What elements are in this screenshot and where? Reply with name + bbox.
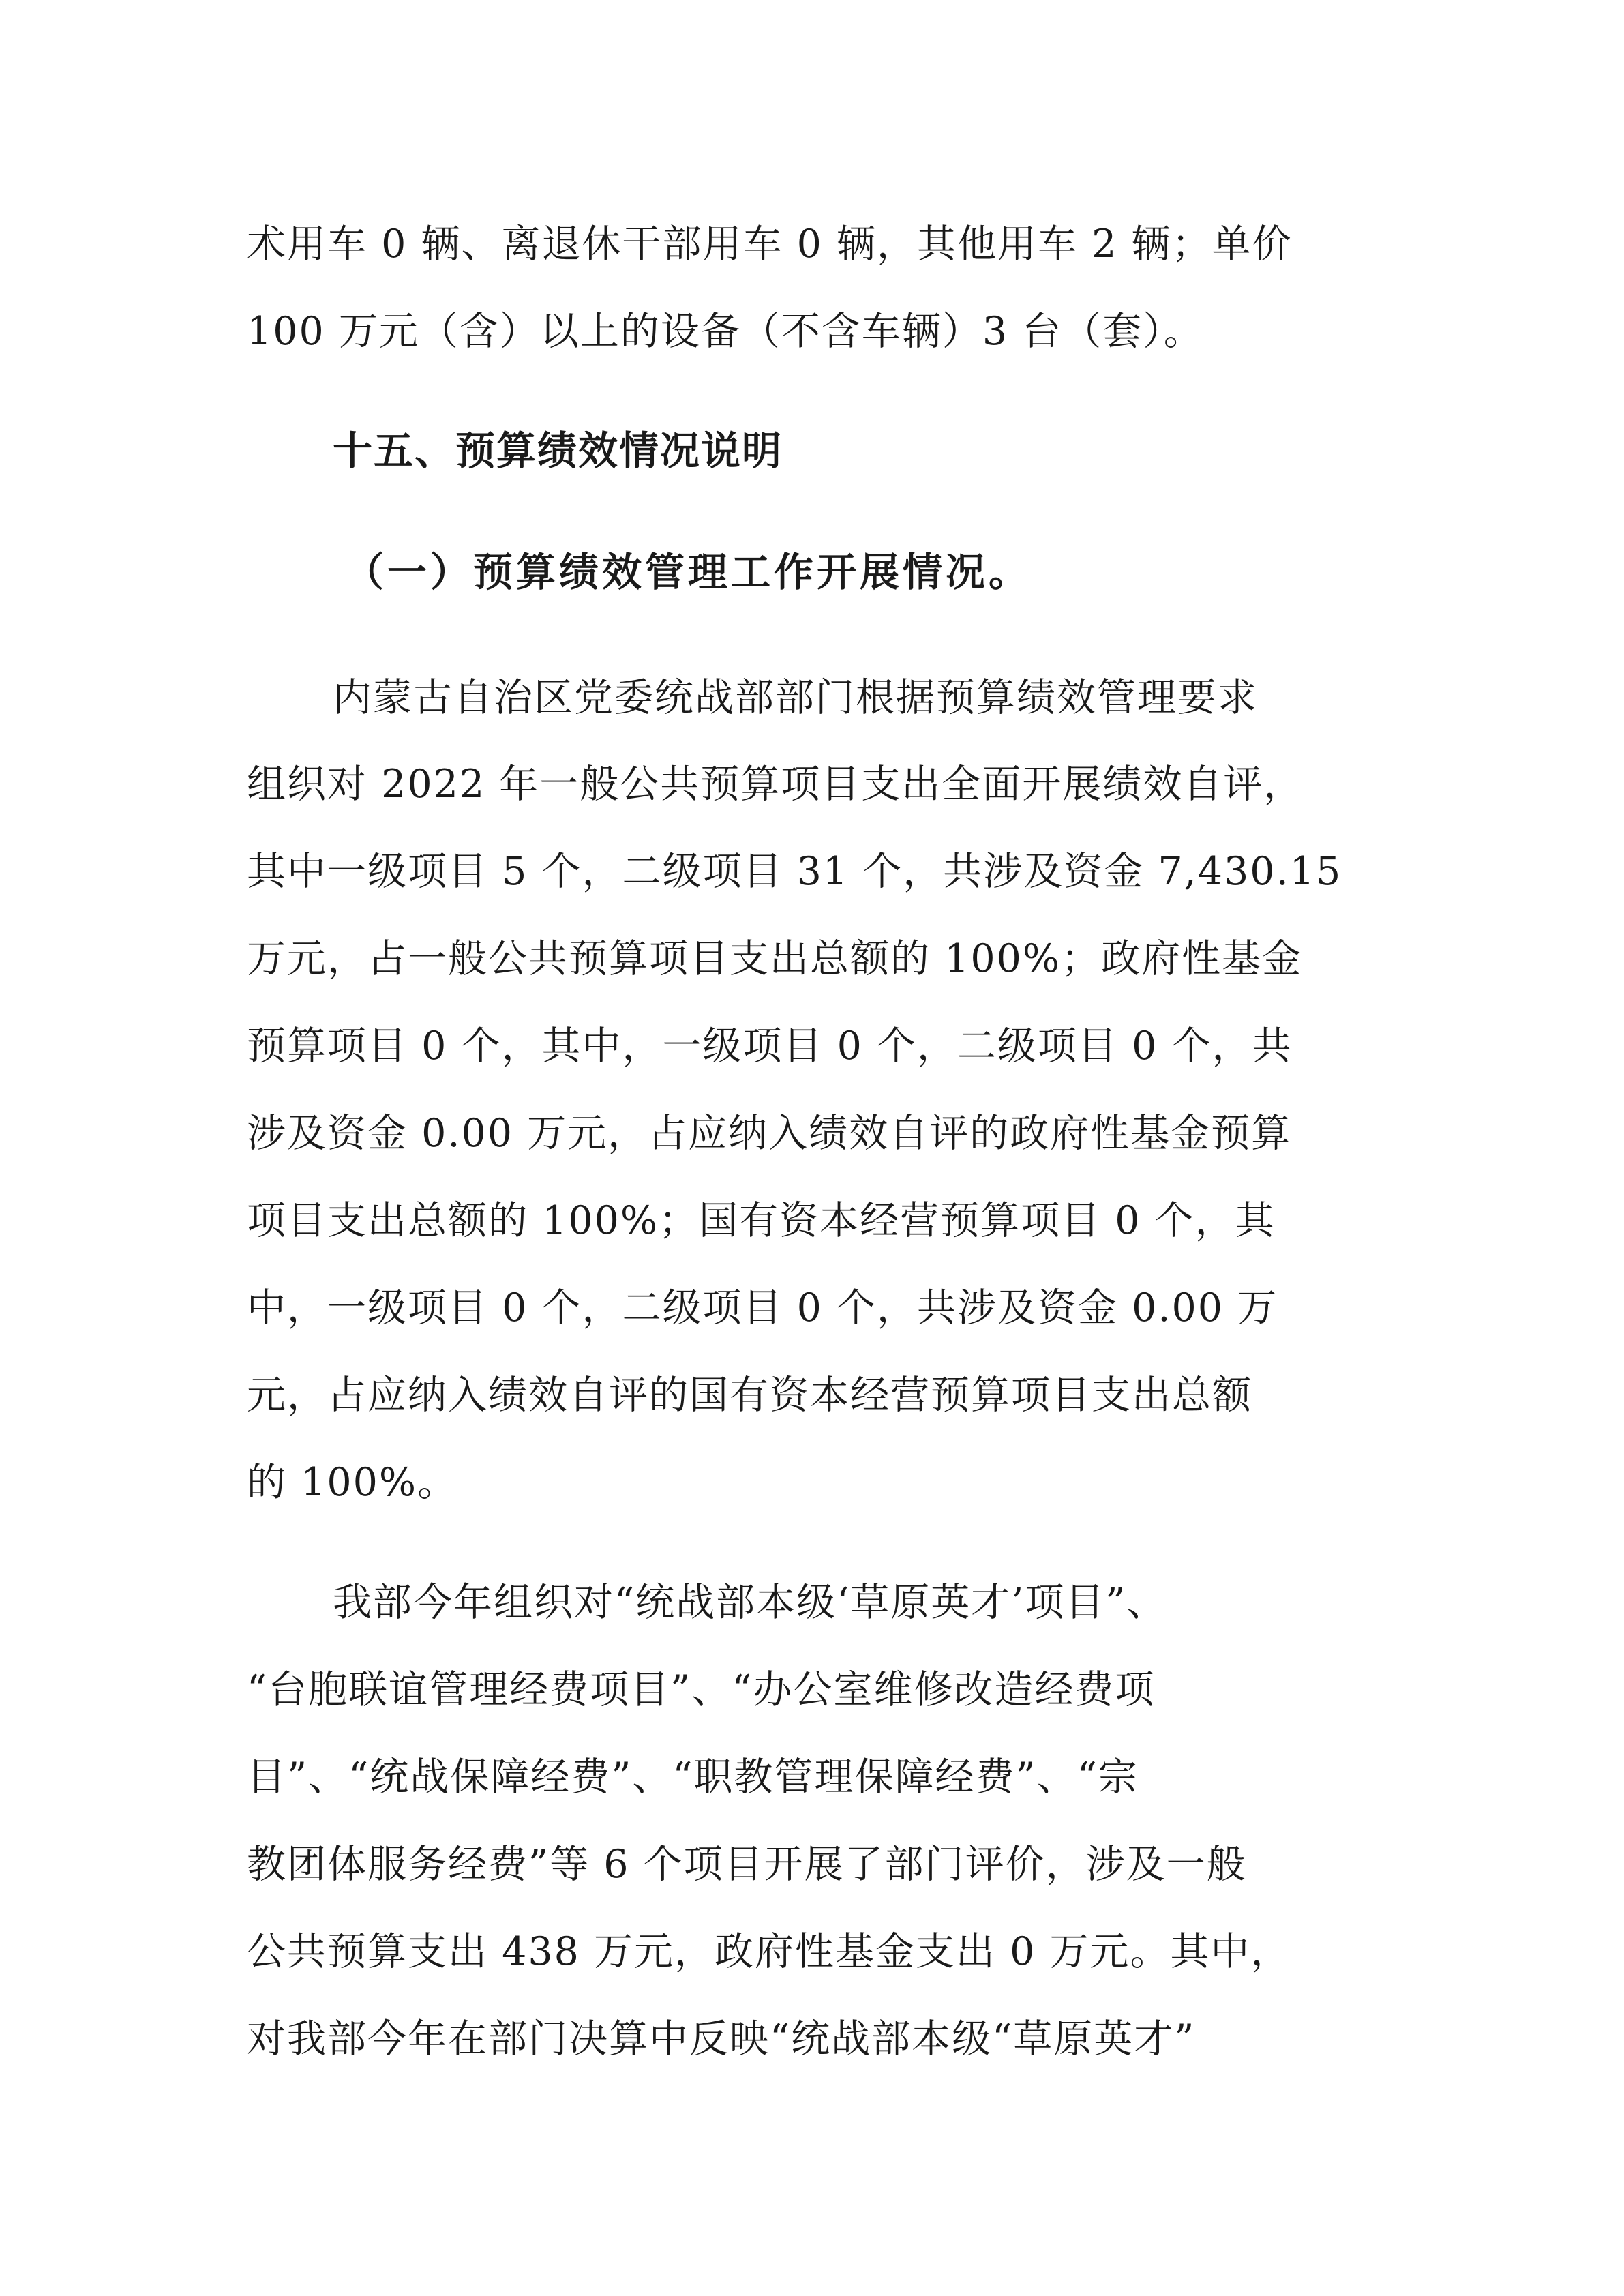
paragraph-line: 对我部今年在部门决算中反映“统战部本级“草原英才” <box>247 2016 1196 2061</box>
text-line: 100 万元（含）以上的设备（不含车辆）3 台（套）。 <box>247 309 1204 354</box>
paragraph-line: 目”、“统战保障经费”、“职教管理保障经费”、“宗 <box>247 1755 1139 1800</box>
paragraph-line: 其中一级项目 5 个，二级项目 31 个，共涉及资金 7,430.15 <box>247 849 1342 894</box>
subsection-heading: （一）预算绩效管理工作开展情况。 <box>344 549 1032 595</box>
paragraph-line: 万元，占一般公共预算项目支出总额的 100%；政府性基金 <box>247 936 1303 981</box>
paragraph-line: “台胞联谊管理经费项目”、“办公室维修改造经费项 <box>247 1667 1156 1712</box>
paragraph-line: 元，占应纳入绩效自评的国有资本经营预算项目支出总额 <box>247 1373 1252 1418</box>
section-heading: 十五、预算绩效情况说明 <box>333 428 783 474</box>
paragraph-line: 的 100%。 <box>247 1460 458 1505</box>
text-line: 术用车 0 辆、离退休干部用车 0 辆，其他用车 2 辆；单价 <box>247 222 1293 267</box>
paragraph-line: 涉及资金 0.00 万元，占应纳入绩效自评的政府性基金预算 <box>247 1111 1292 1156</box>
paragraph-line: 中，一级项目 0 个，二级项目 0 个，共涉及资金 0.00 万 <box>247 1285 1278 1330</box>
paragraph-line: 公共预算支出 438 万元，政府性基金支出 0 万元。其中， <box>247 1929 1291 1974</box>
paragraph-line: 组织对 2022 年一般公共预算项目支出全面开展绩效自评， <box>247 762 1304 807</box>
paragraph-line: 内蒙古自治区党委统战部部门根据预算绩效管理要求 <box>333 675 1258 720</box>
paragraph-line: 预算项目 0 个，其中，一级项目 0 个，二级项目 0 个，共 <box>247 1024 1293 1069</box>
paragraph-line: 我部今年组织对“统战部本级‘草原英才’项目”、 <box>333 1580 1167 1625</box>
paragraph-line: 项目支出总额的 100%；国有资本经营预算项目 0 个，其 <box>247 1198 1276 1243</box>
paragraph-line: 教团体服务经费”等 6 个项目开展了部门评价，涉及一般 <box>247 1842 1247 1887</box>
